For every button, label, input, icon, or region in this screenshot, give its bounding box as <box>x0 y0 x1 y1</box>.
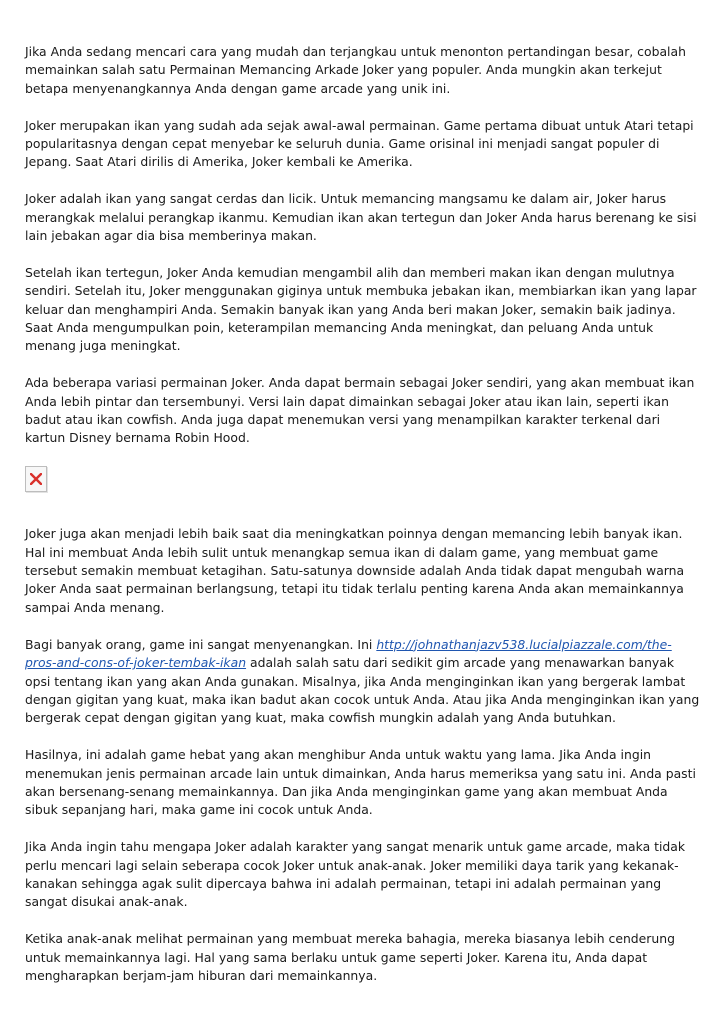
paragraph-5: Ada beberapa variasi permainan Joker. Anda dapat bermain sebagai Joker sendiri, yang akan membuat ikan Anda lebih pintar dan tersembunyi. Versi lain dapat dimainkan sebagai Joker atau ikan lain, seperti ikan badut atau ikan cowfish. Anda juga dapat menemukan versi yang menampilkan karakter terkenal dari kartun Disney bernama Robin Hood. <box>25 375 695 446</box>
broken-image-icon <box>30 473 42 485</box>
article-link[interactable]: http://johnathanjazv538.lucialpiazzale.com/the-pros-and-cons-of-joker-tembak-ikan <box>25 636 672 671</box>
paragraph-2: Joker merupakan ikan yang sudah ada sejak awal-awal permainan. Game pertama dibuat untuk Atari tetapi popularitasnya dengan cepat menyebar ke seluruh dunia. Game orisinal ini menjadi sangat populer di Jepang. Saat Atari dirilis di Amerika, Joker kembali ke Amerika. <box>25 117 694 170</box>
link-paragraph-after: adalah salah satu dari sedikit gim arcade yang menawarkan banyak opsi tentang ikan yang akan Anda gunakan. Misalnya, jika Anda menginginkan ikan yang bergerak lambat dengan gigitan yang kuat, maka ikan badut akan cocok untuk Anda. Atau jika Anda menginginkan ikan yang bergerak cepat dengan gigitan yang kuat, maka cowfish mungkin adalah yang Anda butuhkan. <box>25 655 700 726</box>
paragraph-with-link <box>25 636 700 728</box>
paragraph-6: Joker juga akan menjadi lebih baik saat dia meningkatkan poinnya dengan memancing lebih banyak ikan. Hal ini membuat Anda lebih sulit untuk menangkap semua ikan di dalam game, yang membuat game tersebut semakin membuat ketagihan. Satu-satunya downside adalah Anda tidak dapat mengubah warna Joker Anda saat permainan berlangsung, tetapi itu tidak terlalu penting karena Anda akan memainkannya sampai Anda menang. <box>25 526 685 615</box>
link-paragraph-before: Bagi banyak orang, game ini sangat menyenangkan. Ini <box>25 636 377 652</box>
paragraph-9: Jika Anda ingin tahu mengapa Joker adalah karakter yang sangat menarik untuk game arcade, maka tidak perlu mencari lagi selain seberapa cocok Joker untuk anak-anak. Joker memiliki daya tarik yang kekanak-kanakan sehingga agak sulit dipercaya bahwa ini adalah permainan, tetapi ini adalah permainan yang sangat disukai anak-anak. <box>25 839 686 910</box>
paragraph-10: Ketika anak-anak melihat permainan yang membuat mereka bahagia, mereka biasanya lebih cenderung untuk memainkannya lagi. Hal yang sama berlaku untuk game seperti Joker. Karena itu, Anda dapat mengharapkan berjam-jam hiburan dari memainkannya. <box>25 931 675 983</box>
article-body <box>25 43 700 1004</box>
paragraph-3: Joker adalah ikan yang sangat cerdas dan licik. Untuk memancing mangsamu ke dalam air, Joker harus merangkak melalui perangkap ikanmu. Kemudian ikan akan tertegun dan Joker Anda harus berenang ke sisi lain jebakan agar dia bisa memberinya makan. <box>25 191 697 244</box>
paragraph-8: Hasilnya, ini adalah game hebat yang akan menghibur Anda untuk waktu yang lama. Jika Anda ingin menemukan jenis permainan arcade lain untuk dimainkan, Anda harus memeriksa yang satu ini. Anda pasti akan bersenang-senang memainkannya. Dan jika Anda menginginkan game yang akan membuat Anda sibuk sepanjang hari, maka game ini cocok untuk Anda. <box>25 747 696 818</box>
paragraph-1: Jika Anda sedang mencari cara yang mudah dan terjangkau untuk menonton pertandingan besar, cobalah memainkan salah satu Permainan Memancing Arkade Joker yang populer. Anda mungkin akan terkejut betapa menyenangkannya Anda dengan game arcade yang unik ini. <box>25 44 686 96</box>
paragraph-4: Setelah ikan tertegun, Joker Anda kemudian mengambil alih dan memberi makan ikan dengan mulutnya sendiri. Setelah itu, Joker menggunakan giginya untuk membuka jebakan ikan, membiarkan ikan yang lapar keluar dan menghampiri Anda. Semakin banyak ikan yang Anda beri makan Joker, semakin baik jadinya. Saat Anda mengumpulkan poin, keterampilan memancing Anda meningkat, dan peluang Anda untuk menang juga meningkat. <box>25 264 697 354</box>
broken-image <box>25 466 47 492</box>
